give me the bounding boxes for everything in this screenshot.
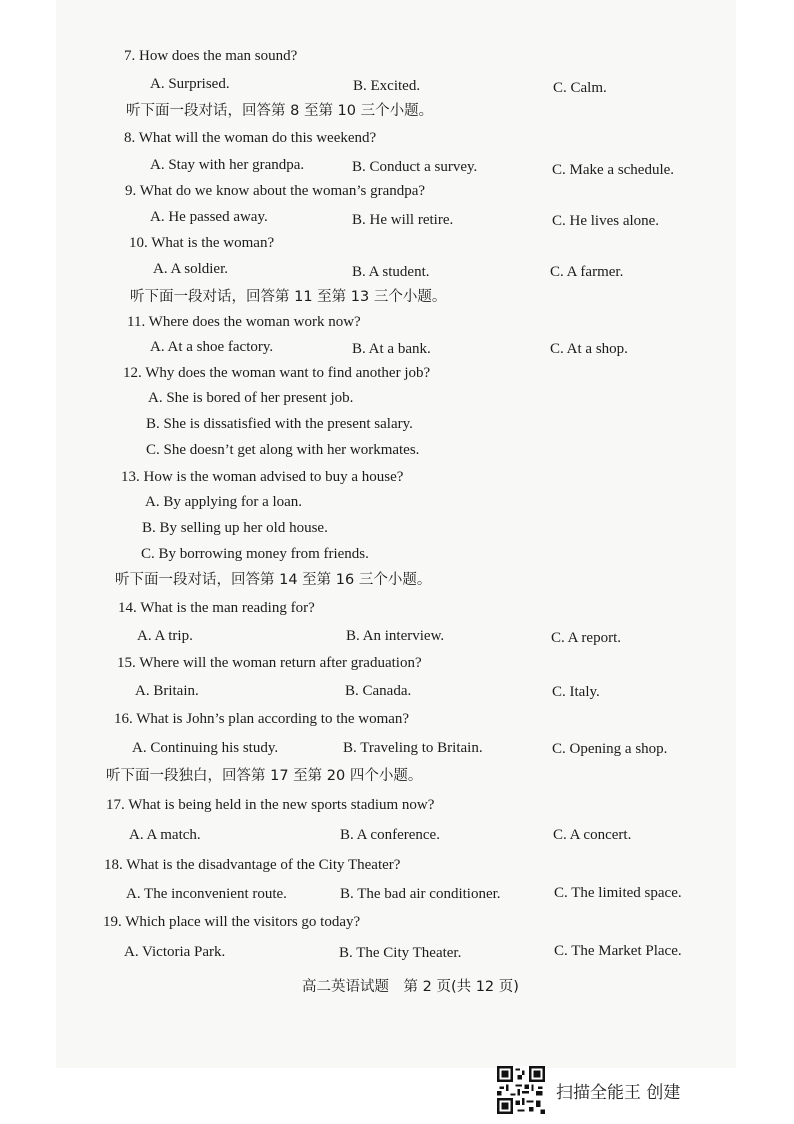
- instruction-8-10: 听下面一段对话，回答第 8 至第 10 三个小题。: [126, 103, 434, 119]
- option-16c: C. Opening a shop.: [552, 741, 668, 757]
- question-13: 13. How is the woman advised to buy a house?: [121, 469, 404, 485]
- option-7b: B. Excited.: [353, 78, 421, 94]
- question-18: 18. What is the disadvantage of the City Theater?: [104, 857, 401, 873]
- option-19c: C. The Market Place.: [554, 943, 682, 959]
- option-15c: C. Italy.: [552, 684, 600, 700]
- page-footer: 高二英语试题 第 2 页(共 12 页): [302, 979, 519, 995]
- option-8c: C. Make a schedule.: [552, 162, 675, 178]
- question-10: 10. What is the woman?: [129, 235, 275, 251]
- option-13b: B. By selling up her old house.: [142, 520, 328, 536]
- option-9c: C. He lives alone.: [552, 213, 660, 229]
- qr-code-icon: [497, 1066, 545, 1114]
- question-7: 7. How does the man sound?: [124, 48, 298, 64]
- option-10b: B. A student.: [352, 264, 430, 280]
- question-15: 15. Where will the woman return after graduation?: [117, 655, 422, 671]
- option-10c: C. A farmer.: [550, 264, 624, 280]
- option-18c: C. The limited space.: [554, 885, 682, 901]
- option-11b: B. At a bank.: [352, 341, 431, 357]
- instruction-14-16: 听下面一段对话，回答第 14 至第 16 三个小题。: [115, 572, 432, 588]
- option-15b: B. Canada.: [345, 683, 412, 699]
- option-13a: A. By applying for a loan.: [145, 494, 303, 510]
- option-11c: C. At a shop.: [550, 341, 628, 357]
- option-16b: B. Traveling to Britain.: [343, 740, 483, 756]
- option-14c: C. A report.: [551, 630, 621, 646]
- question-17: 17. What is being held in the new sports stadium now?: [106, 797, 435, 813]
- option-17c: C. A concert.: [553, 827, 632, 843]
- option-11a: A. At a shoe factory.: [150, 339, 274, 355]
- option-16a: A. Continuing his study.: [132, 740, 279, 756]
- option-12b: B. She is dissatisfied with the present salary.: [146, 416, 413, 432]
- question-16: 16. What is John’s plan according to the woman?: [114, 711, 410, 727]
- option-14a: A. A trip.: [137, 628, 193, 644]
- scanner-watermark: 扫描全能王 创建: [556, 1083, 681, 1103]
- instruction-11-13: 听下面一段对话，回答第 11 至第 13 三个小题。: [130, 289, 447, 305]
- question-11: 11. Where does the woman work now?: [127, 314, 361, 330]
- option-17a: A. A match.: [129, 827, 201, 843]
- option-12a: A. She is bored of her present job.: [148, 390, 354, 406]
- instruction-17-20: 听下面一段独白，回答第 17 至第 20 四个小题。: [106, 768, 423, 784]
- option-13c: C. By borrowing money from friends.: [141, 546, 369, 562]
- option-14b: B. An interview.: [346, 628, 445, 644]
- question-8: 8. What will the woman do this weekend?: [124, 130, 377, 146]
- option-8b: B. Conduct a survey.: [352, 159, 478, 175]
- option-18b: B. The bad air conditioner.: [340, 886, 501, 902]
- option-12c: C. She doesn’t get along with her workmates.: [146, 442, 420, 458]
- option-7a: A. Surprised.: [150, 76, 230, 92]
- question-19: 19. Which place will the visitors go today?: [103, 914, 361, 930]
- option-9b: B. He will retire.: [352, 212, 454, 228]
- question-9: 9. What do we know about the woman’s grandpa?: [125, 183, 426, 199]
- option-18a: A. The inconvenient route.: [126, 886, 287, 902]
- option-15a: A. Britain.: [135, 683, 199, 699]
- question-12: 12. Why does the woman want to find another job?: [123, 365, 431, 381]
- option-17b: B. A conference.: [340, 827, 440, 843]
- option-9a: A. He passed away.: [150, 209, 268, 225]
- option-10a: A. A soldier.: [153, 261, 229, 277]
- option-19b: B. The City Theater.: [339, 945, 462, 961]
- question-14: 14. What is the man reading for?: [118, 600, 315, 616]
- option-8a: A. Stay with her grandpa.: [150, 157, 305, 173]
- option-19a: A. Victoria Park.: [124, 944, 226, 960]
- option-7c: C. Calm.: [553, 80, 607, 96]
